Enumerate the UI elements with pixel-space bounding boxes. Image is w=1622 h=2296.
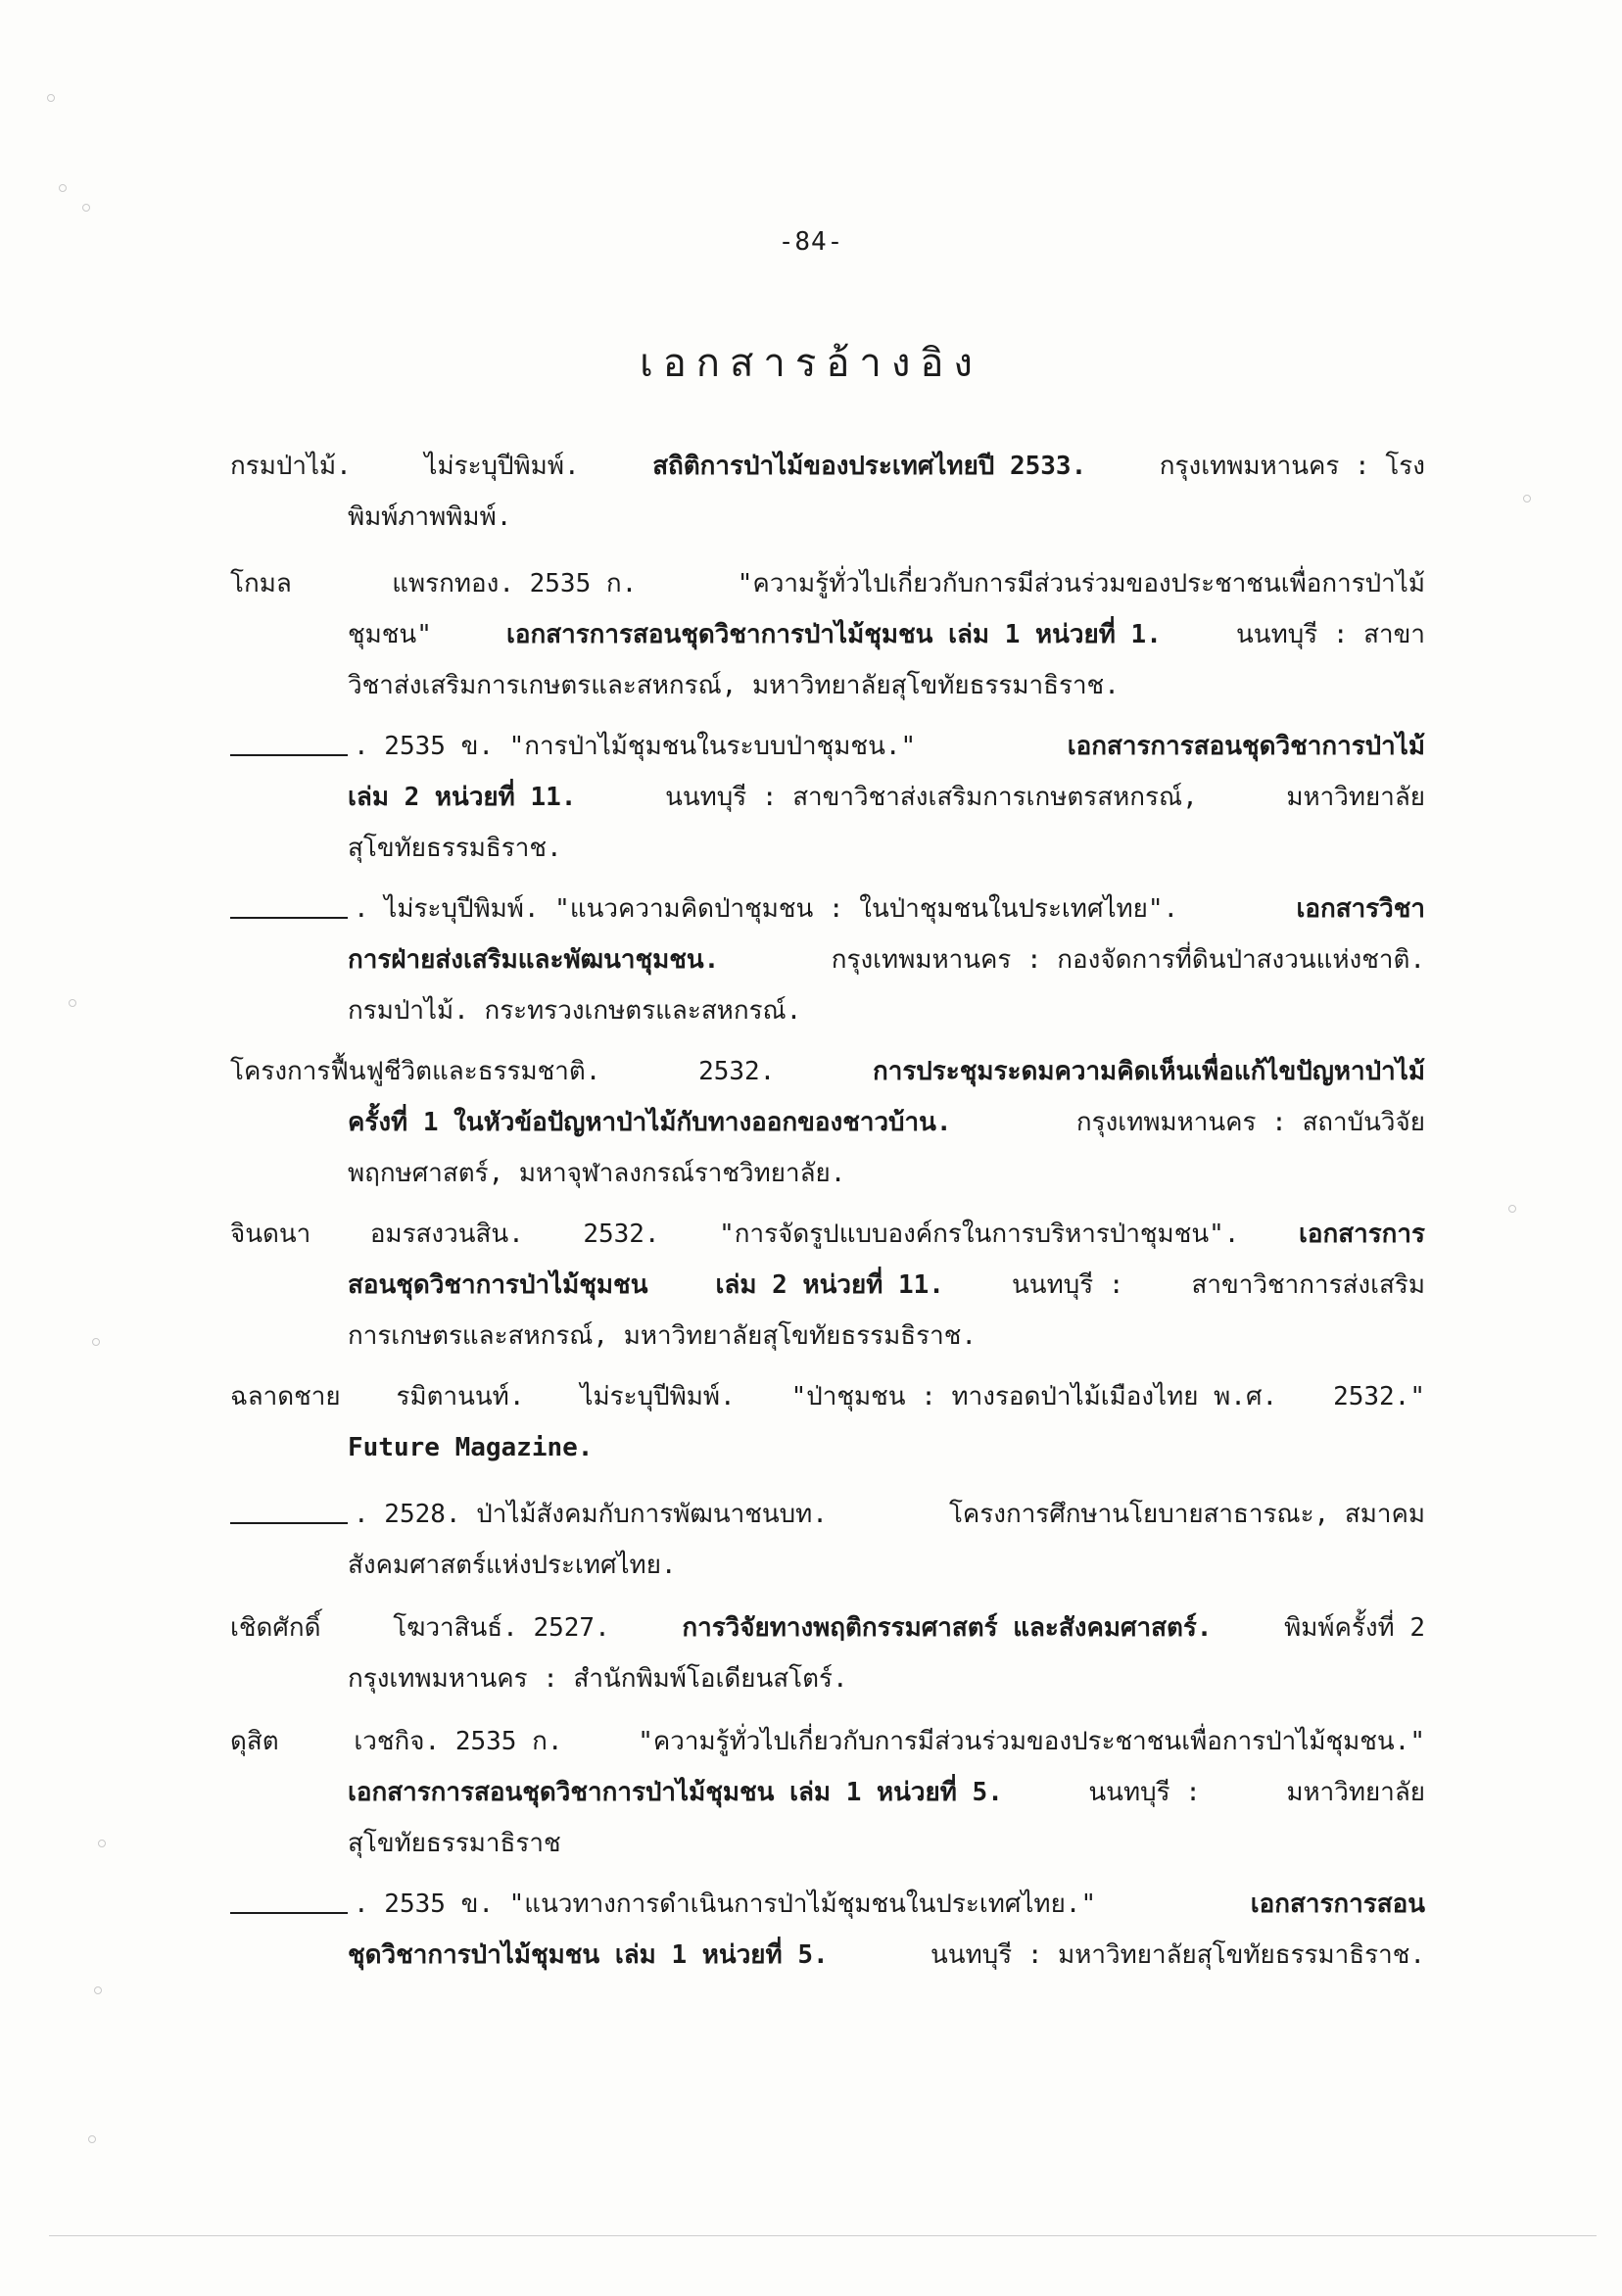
publisher: กรุงเทพมหานคร : สถาบันวิจัย bbox=[1075, 1108, 1425, 1137]
publisher: กรุงเทพมหานคร : โรง bbox=[1159, 452, 1425, 481]
reference-line bbox=[230, 1540, 1425, 1591]
publisher: โครงการศึกษานโยบายสาธารณะ, สมาคม bbox=[948, 1500, 1425, 1529]
publisher: นนทบุรี : สาขาวิชาส่งเสริมการเกษตรสหกรณ์, bbox=[665, 783, 1198, 812]
year: ไม่ระบุปีพิมพ์. bbox=[580, 1382, 736, 1411]
publisher: สังคมศาสตร์แห่งประเทศไทย. bbox=[348, 1551, 677, 1580]
reference-line bbox=[230, 660, 1425, 711]
scan-speck bbox=[47, 94, 55, 102]
article-title: "ป่าชุมชน : ทางรอดป่าไม้เมืองไทย พ.ศ. bbox=[790, 1382, 1278, 1411]
reference-line bbox=[230, 441, 1425, 492]
author: เชิดศักดิ์ bbox=[230, 1613, 321, 1643]
author: โครงการฟื้นฟูชีวิตและธรรมชาติ. bbox=[230, 1057, 601, 1086]
reference-line bbox=[230, 1818, 1425, 1869]
year-and-title: . 2535 ข. "แนวทางการดำเนินการป่าไม้ชุมชนในประเทศไทย." bbox=[354, 1889, 1097, 1919]
scan-speck bbox=[94, 1986, 102, 1994]
reference-line bbox=[230, 609, 1425, 660]
reference-entry bbox=[230, 1489, 1425, 1591]
author-year: เวชกิจ. 2535 ก. bbox=[354, 1727, 563, 1756]
title: สถิติการป่าไม้ของประเทศไทยปี 2533. bbox=[652, 452, 1087, 481]
reference-line bbox=[230, 823, 1425, 874]
year: 2532. bbox=[698, 1057, 776, 1086]
reference-line bbox=[230, 1879, 1425, 1930]
scan-speck bbox=[98, 1840, 106, 1847]
reference-line bbox=[230, 1767, 1425, 1818]
author-year: โฆวาสินธ์. 2527. bbox=[393, 1613, 610, 1643]
year-and-title: . 2535 ข. "การป่าไม้ชุมชนในระบบป่าชุมชน." bbox=[354, 732, 917, 761]
publisher: สาขาวิชาการส่งเสริม bbox=[1191, 1270, 1425, 1300]
reference-line bbox=[230, 1311, 1425, 1362]
scan-edge-line bbox=[49, 2235, 1597, 2236]
scan-speck bbox=[92, 1338, 100, 1346]
reference-entry bbox=[230, 558, 1425, 711]
reference-entry bbox=[230, 1209, 1425, 1362]
scan-speck bbox=[88, 2135, 96, 2143]
source-title: เล่ม 2 หน่วยที่ 11. bbox=[348, 783, 577, 812]
publisher: การเกษตรและสหกรณ์, มหาวิทยาลัยสุโขทัยธรรมธิราช. bbox=[348, 1321, 977, 1351]
article-title: 2532." bbox=[1333, 1382, 1425, 1411]
source-title: การฝ่ายส่งเสริมและพัฒนาชุมชน. bbox=[348, 945, 720, 975]
edition: พิมพ์ครั้งที่ 2 bbox=[1284, 1613, 1425, 1643]
author: จินดนา bbox=[230, 1220, 311, 1249]
article-title: "ความรู้ทั่วไปเกี่ยวกับการมีส่วนร่วมของประชาชนเพื่อการป่าไม้ชุมชน." bbox=[638, 1727, 1425, 1756]
reference-line bbox=[230, 558, 1425, 609]
reference-line bbox=[230, 492, 1425, 543]
publisher: สุโขทัยธรรมธิราช. bbox=[348, 834, 562, 863]
publisher: มหาวิทยาลัย bbox=[1286, 783, 1425, 812]
reference-line bbox=[230, 1371, 1425, 1422]
publisher: นนทบุรี : สาขา bbox=[1236, 620, 1425, 649]
year: 2532. bbox=[583, 1220, 660, 1249]
publisher: นนทบุรี : มหาวิทยาลัยสุโขทัยธรรมาธิราช. bbox=[930, 1940, 1425, 1970]
publisher: สุโขทัยธรรมาธิราช bbox=[348, 1829, 561, 1858]
scan-speck bbox=[1523, 495, 1531, 502]
article-title: "การจัดรูปแบบองค์กรในการบริหารป่าชุมชน". bbox=[719, 1220, 1240, 1249]
reference-line bbox=[230, 1489, 1425, 1540]
reference-line bbox=[230, 772, 1425, 823]
reference-line bbox=[230, 1422, 1425, 1473]
reference-entry bbox=[230, 884, 1425, 1036]
publisher: พิมพ์ภาพพิมพ์. bbox=[348, 502, 512, 532]
year: ไม่ระบุปีพิมพ์. bbox=[424, 452, 580, 481]
year-and-title: . ไม่ระบุปีพิมพ์. "แนวความคิดป่าชุมชน : ในป่าชุมชนในประเทศไทย". bbox=[354, 894, 1179, 924]
reference-entry bbox=[230, 1602, 1425, 1704]
reference-entry bbox=[230, 1716, 1425, 1869]
reference-line bbox=[230, 1097, 1425, 1148]
reference-line bbox=[230, 985, 1425, 1036]
author: รมิตานนท์. bbox=[396, 1382, 525, 1411]
source-title: ชุดวิชาการป่าไม้ชุมชน เล่ม 1 หน่วยที่ 5. bbox=[348, 1940, 829, 1970]
volume: เล่ม 2 หน่วยที่ 11. bbox=[715, 1270, 944, 1300]
place: นนทบุรี : bbox=[1088, 1778, 1201, 1807]
author: กรมป่าไม้. bbox=[230, 452, 352, 481]
reference-line bbox=[230, 721, 1425, 772]
title: การประชุมระดมความคิดเห็นเพื่อแก้ไขปัญหาป่าไม้ bbox=[872, 1057, 1425, 1086]
source-title: เอกสารการสอนชุดวิชาการป่าไม้ชุมชน เล่ม 1 หน่วยที่ 1. bbox=[506, 620, 1162, 649]
article-title: ชุมชน" bbox=[348, 620, 432, 649]
year-and-title: . 2528. ป่าไม้สังคมกับการพัฒนาชนบท. bbox=[354, 1500, 828, 1529]
source-title: Future Magazine. bbox=[348, 1433, 594, 1462]
reference-line bbox=[230, 884, 1425, 934]
publisher: วิชาส่งเสริมการเกษตรและสหกรณ์, มหาวิทยาลัยสุโขทัยธรรมาธิราช. bbox=[348, 671, 1120, 700]
source-title: เอกสารการสอนชุดวิชาการป่าไม้ชุมชน เล่ม 1 หน่วยที่ 5. bbox=[348, 1778, 1003, 1807]
source-title: เอกสารการ bbox=[1298, 1220, 1425, 1249]
source-title: เอกสารวิชา bbox=[1296, 894, 1425, 924]
reference-line bbox=[230, 1209, 1425, 1260]
title: การวิจัยทางพฤติกรรมศาสตร์ และสังคมศาสตร์. bbox=[682, 1613, 1213, 1643]
reference-entry bbox=[230, 1879, 1425, 1981]
source-title: สอนชุดวิชาการป่าไม้ชุมชน bbox=[348, 1270, 648, 1300]
reference-entry bbox=[230, 1046, 1425, 1199]
repeated-author-line bbox=[230, 721, 348, 756]
publisher: มหาวิทยาลัย bbox=[1286, 1778, 1425, 1807]
source-title: เอกสารการสอนชุดวิชาการป่าไม้ bbox=[1067, 732, 1425, 761]
reference-line bbox=[230, 1716, 1425, 1767]
page-title: เอกสารอ้างอิง bbox=[640, 341, 982, 386]
scan-speck bbox=[69, 999, 76, 1007]
publisher: กรุงเทพมหานคร : กองจัดการที่ดินป่าสงวนแห่งชาติ. bbox=[831, 945, 1425, 975]
reference-entry bbox=[230, 721, 1425, 874]
scan-speck bbox=[1508, 1205, 1516, 1213]
reference-line bbox=[230, 1653, 1425, 1704]
reference-line bbox=[230, 934, 1425, 985]
reference-entry bbox=[230, 441, 1425, 543]
author: อมรสงวนสิน. bbox=[369, 1220, 524, 1249]
source-title: เอกสารการสอน bbox=[1250, 1889, 1425, 1919]
author: ดุสิต bbox=[230, 1727, 279, 1756]
repeated-author-line bbox=[230, 1879, 348, 1914]
reference-line bbox=[230, 1930, 1425, 1981]
publisher: กรมป่าไม้. กระทรวงเกษตรและสหกรณ์. bbox=[348, 996, 802, 1026]
repeated-author-line bbox=[230, 884, 348, 919]
page-number: -84- bbox=[778, 227, 844, 257]
title: ครั้งที่ 1 ในหัวข้อปัญหาป่าไม้กับทางออกของชาวบ้าน. bbox=[348, 1108, 952, 1137]
scan-speck bbox=[59, 184, 67, 192]
article-title: "ความรู้ทั่วไปเกี่ยวกับการมีส่วนร่วมของประชาชนเพื่อการป่าไม้ bbox=[737, 569, 1425, 598]
reference-line bbox=[230, 1046, 1425, 1097]
reference-line bbox=[230, 1602, 1425, 1653]
publisher: พฤกษศาสตร์, มหาจุฬาลงกรณ์ราชวิทยาลัย. bbox=[348, 1159, 846, 1188]
reference-line bbox=[230, 1148, 1425, 1199]
repeated-author-line bbox=[230, 1489, 348, 1524]
scan-speck bbox=[82, 204, 90, 212]
place: นนทบุรี : bbox=[1012, 1270, 1124, 1300]
author: ฉลาดชาย bbox=[230, 1382, 341, 1411]
author-year: แพรกทอง. 2535 ก. bbox=[392, 569, 638, 598]
author: โกมล bbox=[230, 569, 292, 598]
publisher: กรุงเทพมหานคร : สำนักพิมพ์โอเดียนสโตร์. bbox=[348, 1664, 848, 1694]
reference-entry bbox=[230, 1371, 1425, 1473]
reference-line bbox=[230, 1260, 1425, 1311]
